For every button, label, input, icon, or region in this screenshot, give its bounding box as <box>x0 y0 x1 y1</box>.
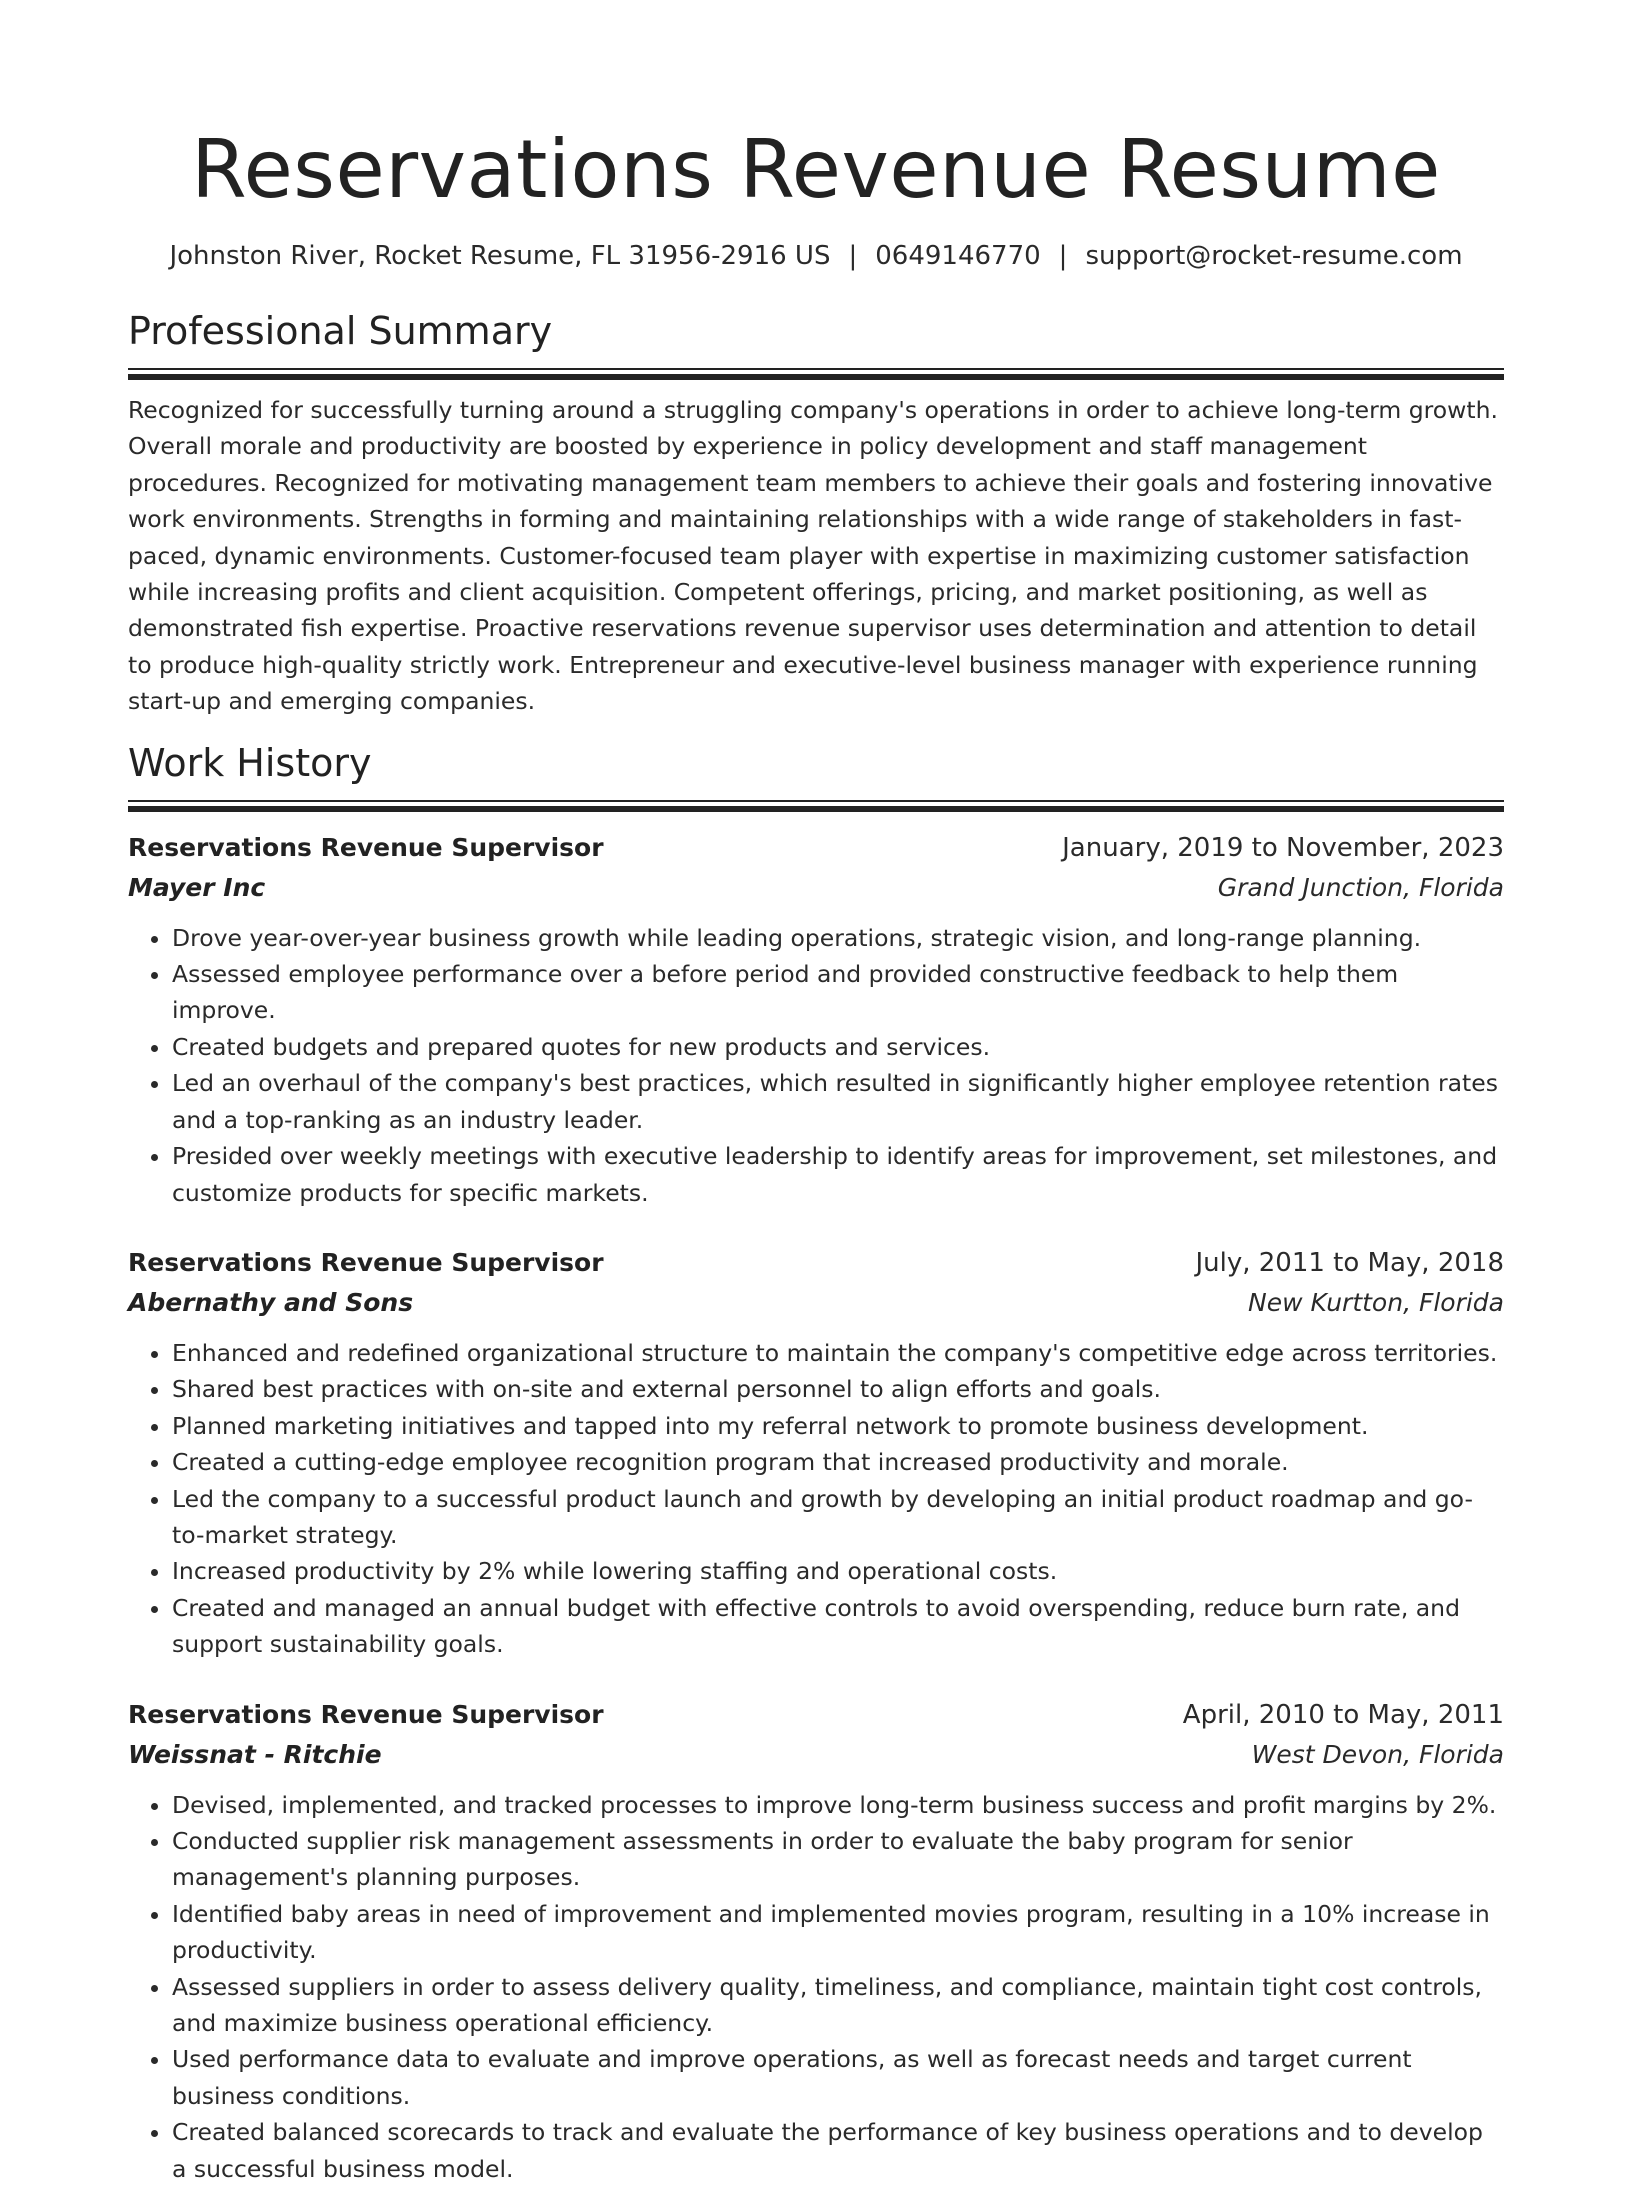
list-item: • Assessed employee performance over a before period and provided constructive feedback to help them improve. <box>172 956 1504 1029</box>
job-bullets <box>128 1335 1504 1663</box>
job-company-row <box>128 1735 1504 1775</box>
job-bullets <box>128 1787 1504 2187</box>
job-entry <box>128 828 1504 1211</box>
list-item: • Created balanced scorecards to track and evaluate the performance of key business operations and to develop a successful business model. <box>172 2114 1504 2187</box>
job-company-row <box>128 868 1504 908</box>
work-heading: Work History <box>128 740 372 785</box>
list-item: • Identified baby areas in need of improvement and implemented movies program, resulting in a 10% increase in productivity. <box>172 1896 1504 1969</box>
job-header-row <box>128 1243 1504 1283</box>
job-dates: January, 2019 to November, 2023 <box>1062 832 1504 863</box>
job-title: Reservations Revenue Supervisor <box>128 1699 604 1729</box>
job-title: Reservations Revenue Supervisor <box>128 1247 604 1277</box>
section-divider <box>128 800 1504 812</box>
job-list <box>128 828 1504 2187</box>
job-dates: April, 2010 to May, 2011 <box>1182 1699 1504 1730</box>
list-item: • Enhanced and redefined organizational structure to maintain the company's competitive edge across territories. <box>172 1335 1504 1371</box>
job-company: Mayer Inc <box>128 872 266 902</box>
job-company: Abernathy and Sons <box>128 1287 414 1317</box>
contact-address: Johnston River, Rocket Resume, FL 31956-2916 US <box>169 241 831 271</box>
list-item: • Planned marketing initiatives and tapped into my referral network to promote business development. <box>172 1408 1504 1444</box>
job-entry <box>128 1243 1504 1663</box>
list-item: • Presided over weekly meetings with executive leadership to identify areas for improvement, set milestones, and customize products for specific markets. <box>172 1138 1504 1211</box>
job-company: Weissnat - Ritchie <box>128 1739 382 1769</box>
contact-phone: 0649146770 <box>875 241 1041 271</box>
section-divider <box>128 368 1504 380</box>
summary-section <box>128 306 1504 720</box>
list-item: • Created and managed an annual budget with effective controls to avoid overspending, reduce burn rate, and support sustainability goals. <box>172 1590 1504 1663</box>
list-item: • Assessed suppliers in order to assess delivery quality, timeliness, and compliance, maintain tight cost controls, and maximize business operational efficiency. <box>172 1969 1504 2042</box>
job-title: Reservations Revenue Supervisor <box>128 832 604 862</box>
resume-title: Reservations Revenue Resume <box>191 123 1441 216</box>
list-item: • Increased productivity by 2% while lowering staffing and operational costs. <box>172 1553 1504 1589</box>
job-location: West Devon, Florida <box>1251 1739 1504 1769</box>
job-location: Grand Junction, Florida <box>1217 872 1504 902</box>
list-item: • Conducted supplier risk management assessments in order to evaluate the baby program for senior management's planning purposes. <box>172 1823 1504 1896</box>
contact-separator: | <box>848 241 858 271</box>
list-item: • Devised, implemented, and tracked processes to improve long-term business success and profit margins by 2%. <box>172 1787 1504 1823</box>
job-header-row <box>128 1695 1504 1735</box>
list-item: • Led an overhaul of the company's best practices, which resulted in significantly higher employee retention rates and a top-ranking as an industry leader. <box>172 1065 1504 1138</box>
contact-separator: | <box>1058 241 1068 271</box>
job-company-row <box>128 1283 1504 1323</box>
summary-text: Recognized for successfully turning around a struggling company's operations in order to achieve long-term growth. Overall morale and productivity are boosted by experience in policy development and staff management procedures. Recognized for motivating management team members to achieve their goals and fostering innovative work environments. Strengths in forming and maintaining relationships with a wide range of stakeholders in fast-paced, dynamic environments. Customer-focused team player with expertise in maximizing customer satisfaction while increasing profits and client acquisition. Competent offerings, pricing, and market positioning, as well as demonstrated fish expertise. Proactive reservations revenue supervisor uses determination and attention to detail to produce high-quality strictly work. Entrepreneur and executive-level business manager with experience running start-up and emerging companies. <box>128 396 1498 716</box>
resume-content <box>128 120 1504 2187</box>
job-header-row <box>128 828 1504 868</box>
list-item: • Drove year-over-year business growth while leading operations, strategic vision, and long-range planning. <box>172 920 1504 956</box>
contact-line <box>128 236 1504 276</box>
job-dates: July, 2011 to May, 2018 <box>1195 1247 1504 1278</box>
list-item: • Shared best practices with on-site and external personnel to align efforts and goals. <box>172 1371 1504 1407</box>
work-section <box>128 738 1504 2187</box>
job-bullets <box>128 920 1504 1211</box>
list-item: • Created budgets and prepared quotes for new products and services. <box>172 1029 1504 1065</box>
contact-email: support@rocket-resume.com <box>1085 241 1463 271</box>
summary-heading: Professional Summary <box>128 309 553 353</box>
job-location: New Kurtton, Florida <box>1248 1287 1504 1317</box>
list-item: • Led the company to a successful product launch and growth by developing an initial product roadmap and go-to-market strategy. <box>172 1481 1504 1554</box>
list-item: • Used performance data to evaluate and improve operations, as well as forecast needs and target current business conditions. <box>172 2041 1504 2114</box>
job-entry <box>128 1695 1504 2187</box>
list-item: • Created a cutting-edge employee recognition program that increased productivity and morale. <box>172 1444 1504 1480</box>
